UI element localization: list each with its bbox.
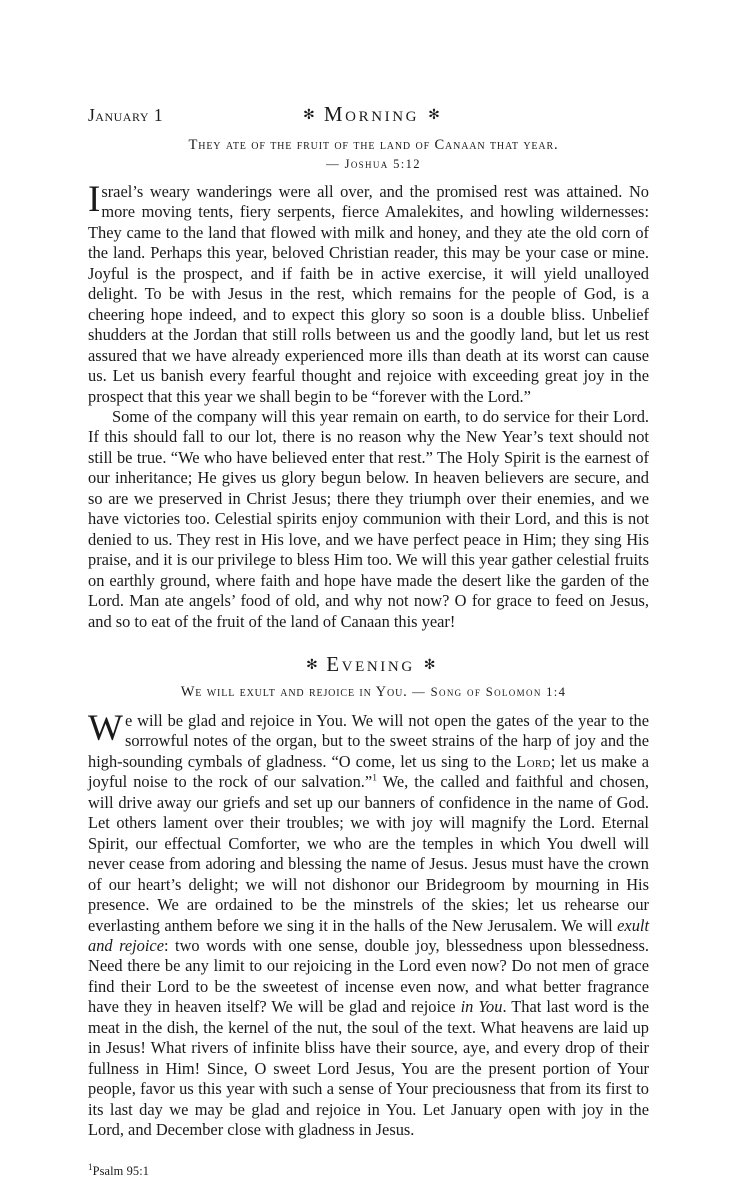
evening-epigraph-separator: — — [407, 685, 431, 700]
dropcap-initial: W — [88, 708, 123, 750]
footnote — [88, 1163, 649, 1179]
evening-section-title — [88, 652, 649, 677]
morning-section-title — [88, 102, 649, 127]
evening-section — [88, 652, 649, 1141]
date-label: January 1 — [88, 105, 164, 125]
footnote-marker: 1 — [372, 773, 377, 784]
footnote-text: Psalm 95:1 — [92, 1163, 150, 1178]
footnote-number: 1 — [88, 1161, 93, 1172]
morning-paragraph-2 — [88, 407, 649, 632]
evening-epigraph-text: We will exult and rejoice in You. — [180, 684, 408, 701]
morning-epigraph: They ate of the fruit of the land of Canaan that year. — [188, 137, 559, 153]
evening-text-part-5: . That last word is the meat in the dish, the kernel of the nut, the soul of the text. What heavens are laid up in Jesus! What rivers of infinite bliss have their source, aye, and every drop of their fullness in Him! Since, O sweet Lord Jesus, You are the present portion of Your people, favor us this year with such a sense of Your preciousness that from its first to its last day we may be glad and rejoice in You. Let January open with joy in the Lord, and December close with gladness in Jesus. — [88, 997, 649, 1140]
dropcap-initial: I — [88, 179, 101, 220]
evening-title-text: Evening — [326, 651, 415, 676]
evening-epigraph — [88, 683, 649, 702]
morning-paragraph-1 — [88, 179, 649, 407]
evening-epigraph-reference: Song of Solomon 1:4 — [430, 685, 567, 700]
italic-in-you: in You — [460, 997, 503, 1017]
evening-body — [88, 708, 649, 1141]
morning-header-row — [88, 104, 649, 130]
lord-smallcaps: Lord — [516, 751, 551, 771]
morning-epigraph-reference: — Joshua 5:12 — [326, 157, 421, 171]
evening-paragraph-1 — [88, 708, 649, 1141]
leaf-flourish-icon: ✻ — [423, 657, 436, 674]
morning-paragraph-2-text: Some of the company will this year remain on earth, to do service for their Lord. If this should fall to our lot, there is no reason why the New Year’s text should not still be true. “We who have believed enter that rest.” The Holy Spirit is the earnest of our inheritance; He gives us glory begun below. In heaven believers are secure, and so are we preserved in Christ Jesus; there they triumph over their enemies, and we have victories too. Celestial spirits enjoy communion with their Lord, and this is not denied to us. They rest in His love, and we have perfect peace in Him; they sing His praise, and it is our privilege to bless Him too. We will this year gather celestial fruits on earthly ground, where faith and hope have made the desert like the garden of the Lord. Man ate angels’ food of old, and why not now? O for grace to feed on Jesus, and so to eat of the fruit of the land of Canaan this year! — [88, 406, 649, 631]
evening-text-part-2: ; let us make a joyful noise to the rock of our salvation.” — [88, 751, 649, 792]
morning-title-text: Morning — [323, 102, 420, 126]
leaf-flourish-icon: ✻ — [428, 107, 440, 124]
evening-text-part-4: : two words with one sense, double joy, blessedness upon blessedness. Need there be any limit to our rejoicing in the Lord even now? Do not men of grace find their Lord to be the sweetest of incense even now, and what better fragrance have they in heaven itself? We will be glad and rejoice — [88, 936, 649, 1017]
evening-text-part-1: e will be glad and rejoice in You. We will not open the gates of the year to the sorrowful notes of the organ, but to the sweet strains of the harp of joy and the high-sounding cymbals of gladness. “O come, let us sing to the — [88, 711, 649, 771]
morning-paragraph-1-text: srael’s weary wanderings were all over, and the promised rest was attained. No more moving tents, fiery serpents, fierce Amalekites, and howling wildernesses: They came to the land that flowed with milk and honey, and they ate the old corn of the land. Perhaps this year, beloved Christian reader, this may be your case or mine. Joyful is the prospect, and if faith be in active exercise, it will yield unalloyed delight. To be with Jesus in the rest, which remains for the people of God, is a cheering hope indeed, and to expect this glory so soon is a double bliss. Unbelief shudders at the Jordan that still rolls between us and the goodly land, but let us rest assured that we have already experienced more ills than death at its worst can cause us. Let us banish every fearful thought and rejoice with exceeding great joy in the prospect that this year we shall begin to be “forever with the Lord.” — [88, 182, 649, 406]
morning-body — [88, 179, 649, 632]
italic-exult-and-rejoice: exult and rejoice — [88, 915, 649, 955]
evening-text-part-3: We, the called and faithful and chosen, will drive away our griefs and set up our banners of confidence in the name of God. Let others lament over their troubles; we with joy will magnify the Lord. Eternal Spirit, our effectual Comforter, we who are the temples in which You dwell will never cease from adoring and blessing the name of Jesus. Jesus must have the crown of our heart’s delight; we will not dishonor our Bridegroom by mourning in His presence. We are ordained to be the minstrels of the skies; let us rehearse our everlasting anthem before we sing it in the halls of the New Jerusalem. We will — [88, 772, 649, 935]
leaf-flourish-icon: ✻ — [305, 657, 318, 674]
leaf-flourish-icon: ✻ — [303, 107, 315, 124]
